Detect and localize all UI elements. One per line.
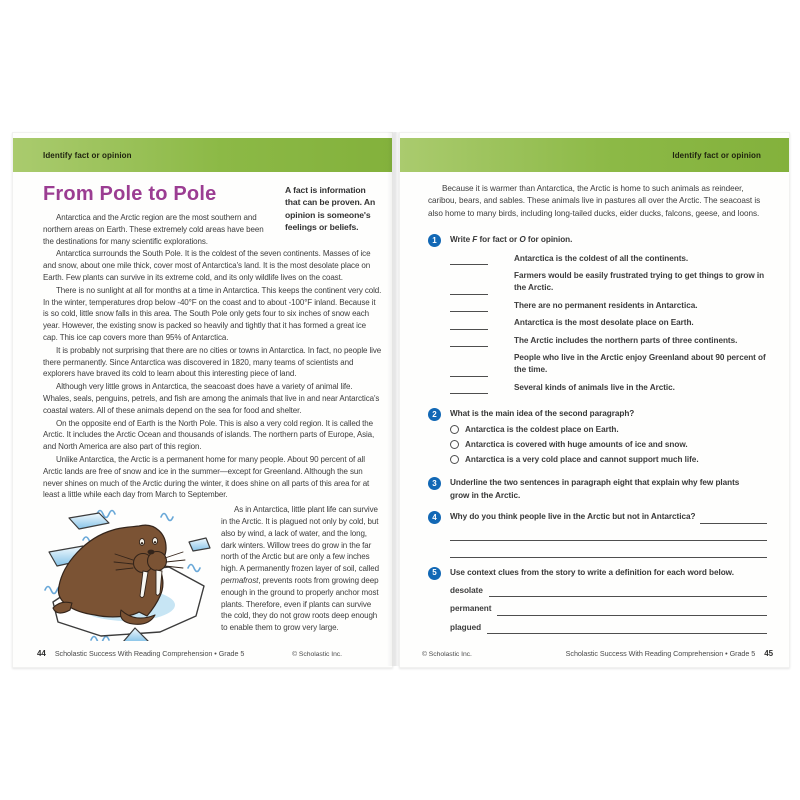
story-paragraph: It is probably not surprising that there are no cities or towns in Antarctica. In fact, no people live there permanently. Since Antarctica was discovered in 1820, many teams of scientists and explorers have braved its cold to learn about this interesting piece of land. <box>43 345 382 379</box>
answer-blank-line <box>450 301 488 312</box>
skill-label: Identify fact or opinion <box>43 150 132 160</box>
option-text: Antarctica is a very cold place and cannot support much life. <box>465 454 699 464</box>
story-paragraph: Because it is warmer than Antarctica, the Arctic is home to such animals as reindeer, caribou, bears, and sables. These animals live in pastures all over the Arctic. The seacoast is also home to many birds, including long-tailed ducks, eider ducks, falcons, geese, and loons. <box>428 184 761 218</box>
statement-text: Antarctica is the coldest of all the continents. <box>514 253 689 263</box>
story-paragraph: On the opposite end of Earth is the North Pole. This is also a very cold region. It is called the Arctic. It includes the Arctic Ocean and thousands of islands. The northern parts of Europe, Asia, and North America are also part of this region. <box>43 418 375 452</box>
fact-opinion-row <box>450 352 767 377</box>
fact-opinion-row <box>450 300 767 312</box>
question-prompt: Write F for fact or O for opinion. <box>450 235 573 245</box>
definition-row <box>450 585 767 597</box>
walrus-paragraph-block <box>43 504 382 634</box>
page-number: 45 <box>764 649 773 658</box>
choice-option <box>450 424 767 436</box>
question-1 <box>428 234 767 399</box>
fact-opinion-row <box>450 317 767 329</box>
answer-blank-line <box>450 366 488 377</box>
right-page <box>399 132 790 668</box>
question-number-badge: 2 <box>428 408 441 421</box>
left-header-bar <box>13 138 392 172</box>
choice-option <box>450 439 767 451</box>
question-number-badge: 1 <box>428 234 441 247</box>
story-paragraph: There is no sunlight at all for months at a time in Antarctica. This keeps the continent very cold. In the winter, temperatures drop below -40°F on the coast and to about -100°F inland. Because it is so cold, little snow falls in this area. The South Pole only gets four to six inches of snow each year. However, the existing snow is packed so heavily and tightly that it has formed a great ice cap. This ice cap covers more than 95% of Antarctica. <box>43 285 382 342</box>
answer-blank-line <box>450 284 488 295</box>
left-page-footer <box>27 649 378 658</box>
book-title: Scholastic Success With Reading Comprehension • Grade 5 <box>54 649 245 658</box>
fact-opinion-row <box>450 382 767 394</box>
answer-write-line <box>487 623 767 634</box>
fact-definition-box: A fact is information that can be proven. An opinion is someone's feelings or beliefs. <box>285 185 376 233</box>
story-paragraph: Although very little grows in Antarctica, the seacoast does have a variety of animal life. Whales, seals, penguins, petrels, and fish are among the animals that live in and near Antarctica's coastal waters. All of these animals depend on the sea for food and shelter. <box>43 382 380 415</box>
statement-text: The Arctic includes the northern parts of three continents. <box>514 335 738 345</box>
copyright-notice: © Scholastic Inc. <box>292 651 342 658</box>
answer-blank-line <box>450 336 488 347</box>
page-number: 44 <box>37 649 46 658</box>
vocabulary-word: permanent <box>450 604 492 614</box>
question-5 <box>428 567 767 641</box>
statement-text: Several kinds of animals live in the Arctic. <box>514 382 675 392</box>
radio-circle-icon <box>450 455 459 464</box>
story-paragraph: As in Antarctica, little plant life can survive in the Arctic. It is plagued not only by cold, but also by wind, a lack of water, and the long, dark winters. Willow trees do grow in the far north of the Arctic but are only a few inches high. A permanently frozen layer of soil, called permafrost, prevents roots from growing deep enough in the ground to properly anchor most plants. Therefore, even if plants can survive the cold, they do not grow roots deep enough to enable them to grow very large. <box>221 505 379 633</box>
fact-opinion-row <box>450 335 767 347</box>
option-text: Antarctica is the coldest place on Earth. <box>465 424 619 434</box>
story-title: From Pole to Pole <box>43 183 217 205</box>
definition-row <box>450 622 767 634</box>
vocabulary-word: plagued <box>450 622 482 632</box>
definition-row <box>450 603 767 615</box>
fact-opinion-row <box>450 270 767 295</box>
story-paragraph: Antarctica and the Arctic region are the most southern and northern areas on Earth. These extremely cold areas have been the destinations for many scientific explorations. <box>43 213 264 246</box>
book-title: Scholastic Success With Reading Comprehension • Grade 5 <box>565 649 756 658</box>
radio-circle-icon <box>450 440 459 449</box>
question-number-badge: 5 <box>428 567 441 580</box>
question-3 <box>428 477 767 502</box>
left-page <box>12 132 393 668</box>
answer-write-line <box>450 524 767 541</box>
question-4 <box>428 511 767 557</box>
statement-text: Antarctica is the most desolate place on Earth. <box>514 318 694 328</box>
story-content <box>43 181 382 641</box>
story-paragraph: Antarctica surrounds the South Pole. It is the coldest of the seven continents. Masses of ice and snow, about one mile thick, cover most of Antarctica's land. It is the most desolate place on Earth. Few plants can survive in its extreme cold, and its only wildlife lives on the coast. <box>43 249 371 282</box>
answer-blank-line <box>450 254 488 265</box>
skill-label: Identify fact or opinion <box>672 150 761 160</box>
question-prompt: What is the main idea of the second paragraph? <box>450 409 635 419</box>
answer-write-line <box>497 605 767 616</box>
question-prompt: Underline the two sentences in paragraph eight that explain why few plants grow in the Arctic. <box>450 478 740 500</box>
answer-blank-line <box>450 319 488 330</box>
question-prompt: Why do you think people live in the Arctic but not in Antarctica? <box>450 512 696 522</box>
statement-text: Farmers would be easily frustrated trying to get things to grow in the Arctic. <box>514 271 765 293</box>
option-text: Antarctica is covered with huge amounts of ice and snow. <box>465 439 688 449</box>
choice-option <box>450 454 767 466</box>
vocabulary-word: desolate <box>450 586 483 596</box>
fact-opinion-row <box>450 253 767 265</box>
worksheet-content <box>428 183 767 641</box>
walrus-on-ice-illustration <box>43 506 213 641</box>
question-number-badge: 3 <box>428 477 441 490</box>
answer-write-line <box>450 541 767 558</box>
question-2 <box>428 408 767 468</box>
copyright-notice: © Scholastic Inc. <box>422 651 472 658</box>
answer-blank-line <box>450 383 488 394</box>
answer-write-line <box>489 586 767 597</box>
question-number-badge: 4 <box>428 511 441 524</box>
story-paragraph: Unlike Antarctica, the Arctic is a permanent home for many people. About 90 percent of all Arctic lands are free of snow and ice in the summer—except for Greenland. Although the sun never shines on much of the Arctic during the winter, it does shine on all parts of this area for at least a little while each day from March to September. <box>43 454 370 500</box>
radio-circle-icon <box>450 425 459 434</box>
right-page-footer <box>414 649 775 658</box>
statement-text: People who live in the Arctic enjoy Greenland about 90 percent of the time. <box>514 353 766 375</box>
answer-write-line <box>700 514 767 524</box>
right-header-bar <box>400 138 789 172</box>
question-prompt: Use context clues from the story to write a definition for each word below. <box>450 567 734 577</box>
statement-text: There are no permanent residents in Antarctica. <box>514 300 698 310</box>
